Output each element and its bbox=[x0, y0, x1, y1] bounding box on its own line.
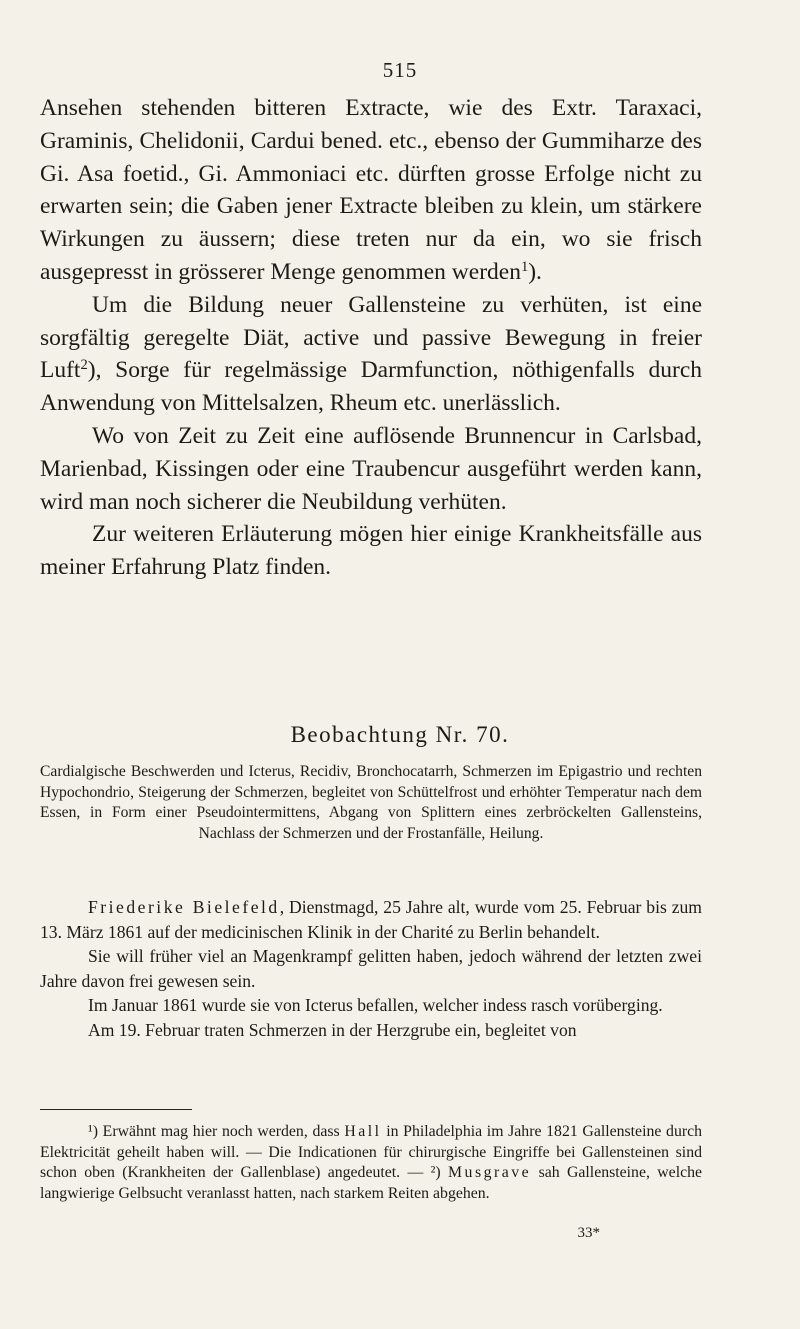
paragraph bbox=[40, 895, 702, 944]
footnote-ref-1[interactable]: 1 bbox=[520, 258, 529, 275]
paragraph: Am 19. Februar traten Schmerzen in der Herzgrube ein, begleitet von bbox=[88, 1019, 577, 1040]
paragraph bbox=[40, 289, 702, 420]
footnote-text: Erwähnt mag hier noch werden, dass bbox=[98, 1123, 345, 1140]
paragraph: Im Januar 1861 wurde sie von Icterus befallen, welcher indess rasch vorüberging. bbox=[88, 995, 663, 1016]
paragraph-text: ), Sorge für regelmässige Darmfunction, nöthigenfalls durch Anwendung von Mittelsalzen, Rheum etc. unerlässlich. bbox=[40, 357, 702, 417]
paragraph-text: Ansehen stehenden bitteren Extracte, wie des Extr. Taraxaci, Graminis, Chelidonii, Cardui bened. etc., ebenso der Gummiharze des Gi. Asa foetid., Gi. Ammoniaci etc. dürften grosse Erfolge nicht zu erwarten sein; die Gaben jener Extracte bleiben zu klein, um stärkere Wirkungen zu äussern; diese treten nur da ein, wo sie frisch ausgepresst in grösserer Menge genommen werden bbox=[40, 95, 702, 285]
footnote-divider bbox=[40, 1109, 192, 1110]
section-heading: Beobachtung Nr. 70. bbox=[290, 722, 510, 747]
paragraph-text: ). bbox=[528, 258, 542, 285]
footnotes bbox=[40, 1122, 702, 1204]
paragraph: Wo von Zeit zu Zeit eine auflösende Brunnencur in Carlsbad, Marienbad, Kissingen oder eine Traubencur ausgeführt werden kann, wird man noch sicherer die Neubildung verhüten. bbox=[40, 422, 702, 515]
paragraph-text: , Dienstmagd, 25 Jahre alt, wurde vom 25. Februar bis zum 13. März 1861 auf der medicinischen Klinik in der Charité zu Berlin behandelt. bbox=[40, 897, 702, 942]
case-summary: Cardialgische Beschwerden und Icterus, Recidiv, Bronchocatarrh, Schmerzen im Epigastrio und rechten Hypochondrio, Steigerung der Schmerzen, begleitet von Schüttelfrost und erhöhter Temperatur nach dem Essen, in Form einer Pseudointermittens, Abgang von Splittern eines zerbröckelten Gallensteins, Nachlass der Schmerzen und der Frostanfälle, Heilung. bbox=[40, 763, 702, 843]
patient-name: Friederike Bielefeld bbox=[88, 897, 280, 917]
paragraph-text: Um die Bildung neuer Gallensteine zu verhüten, ist eine sorgfältig geregelte Diät, active und passive Bewegung in freier Luft bbox=[40, 291, 702, 384]
footnote-text: in Philadelphia im Jahre 1821 Gallensteine durch Elektricität geheilt haben will. — Die Indicationen für chirurgische Eingriffe bei Gallensteinen sind schon oben (Krankheiten der Gallenblase) angedeutet. — bbox=[40, 1123, 703, 1182]
main-text bbox=[40, 92, 702, 584]
footnote-ref-2[interactable]: 2 bbox=[80, 357, 88, 374]
footnote bbox=[40, 1122, 702, 1204]
paragraph: Zur weiteren Erläuterung mögen hier einige Krankheitsfälle aus meiner Erfahrung Platz finden. bbox=[40, 521, 702, 581]
author-name: Hall bbox=[344, 1123, 382, 1140]
paragraph bbox=[40, 92, 702, 289]
footnote-marker-2: ²) bbox=[430, 1164, 441, 1182]
case-report bbox=[40, 895, 702, 1043]
footnote-text: sah Gallensteine, welche langwierige Gelbsucht veranlasst hatten, nach starkem Reiten abgehen. bbox=[40, 1164, 702, 1202]
author-name: Musgrave bbox=[448, 1164, 532, 1182]
paragraph: Sie will früher viel an Magenkrampf gelitten haben, jedoch während der letzten zwei Jahre davon frei gewesen sein. bbox=[40, 946, 702, 991]
footnote-marker-1: ¹) bbox=[88, 1123, 98, 1140]
page-number: 515 bbox=[382, 58, 418, 82]
signature-mark: 33* bbox=[577, 1225, 600, 1241]
